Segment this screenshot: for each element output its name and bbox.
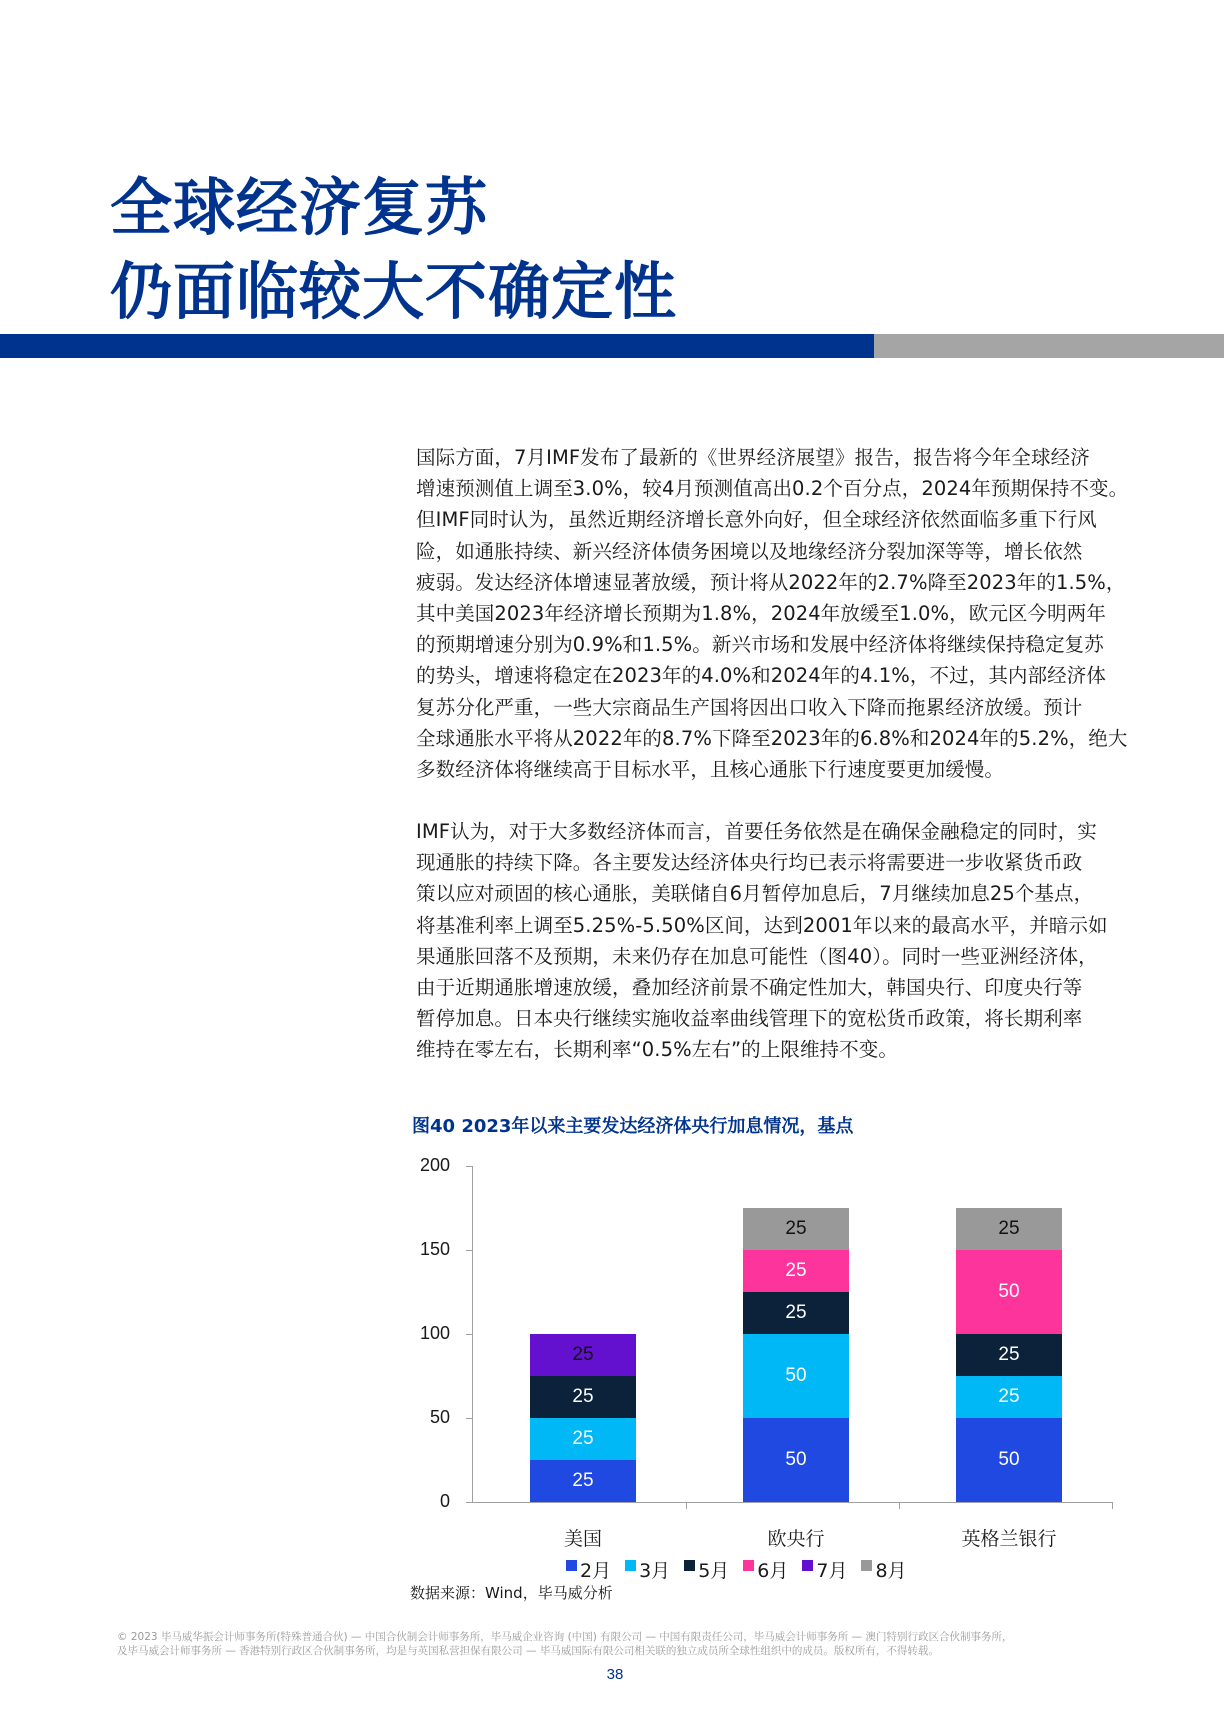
legend-label: 5月 bbox=[698, 1560, 730, 1582]
y-tick-label: 150 bbox=[419, 1239, 450, 1259]
title-rule-blue bbox=[0, 334, 874, 358]
legend-item bbox=[566, 1556, 611, 1583]
y-tick-label: 100 bbox=[419, 1323, 450, 1343]
page-title bbox=[110, 166, 677, 334]
copyright-footer bbox=[117, 1630, 1117, 1658]
paragraph-line: 其中美国2023年经济增长预期为1.8%，2024年放缓至1.0%，欧元区今明两年 bbox=[416, 602, 1106, 626]
bar-segment: 50 bbox=[743, 1334, 849, 1418]
paragraph-line: 将基准利率上调至5.25%-5.50%区间，达到2001年以来的最高水平，并暗示如 bbox=[416, 913, 1108, 937]
paragraph-line: 果通胀回落不及预期，未来仍存在加息可能性（图40）。同时一些亚洲经济体， bbox=[416, 944, 1098, 968]
legend-swatch-icon bbox=[684, 1560, 695, 1571]
legend-label: 8月 bbox=[875, 1560, 907, 1582]
paragraph-line: 的预期增速分别为0.9%和1.5%。新兴市场和发展中经济体将继续保持稳定复苏 bbox=[416, 633, 1104, 657]
y-tick-label: 0 bbox=[439, 1491, 450, 1511]
page-title-line-1: 全球经济复苏 bbox=[110, 171, 489, 244]
body-paragraph-1 bbox=[416, 442, 1129, 785]
paragraph-line: 全球通胀水平将从2022年的8.7%下降至2023年的6.8%和2024年的5.2%，绝大 bbox=[416, 726, 1128, 750]
y-tick-label: 200 bbox=[419, 1155, 450, 1175]
paragraph-line: 维持在零左右，长期利率“0.5%左右”的上限维持不变。 bbox=[416, 1038, 898, 1062]
x-tick bbox=[1112, 1502, 1113, 1509]
paragraph-line: 国际方面，7月IMF发布了最新的《世界经济展望》报告，报告将今年全球经济 bbox=[416, 446, 1090, 469]
paragraph-line: 复苏分化严重，一些大宗商品生产国将因出口收入下降而拖累经济放缓。预计 bbox=[416, 695, 1083, 719]
x-axis bbox=[466, 1502, 1112, 1503]
bar-segment: 25 bbox=[530, 1376, 636, 1418]
paragraph-line: 的势头，增速将稳定在2023年的4.0%和2024年的4.1%，不过，其内部经济体 bbox=[416, 664, 1106, 688]
bar-segment: 25 bbox=[530, 1460, 636, 1502]
category-label: 欧央行 bbox=[767, 1528, 825, 1550]
legend-swatch-icon bbox=[566, 1560, 577, 1571]
x-tick bbox=[899, 1502, 900, 1509]
data-source: 数据来源：Wind，毕马威分析 bbox=[410, 1584, 613, 1602]
bar-2 bbox=[956, 1208, 1062, 1502]
legend-item bbox=[684, 1556, 729, 1583]
page-number: 38 bbox=[606, 1666, 624, 1683]
category-label: 美国 bbox=[563, 1528, 602, 1550]
paragraph-line: IMF认为，对于大多数经济体而言，首要任务依然是在确保金融稳定的同时，实 bbox=[416, 820, 1097, 843]
legend-item bbox=[802, 1556, 847, 1583]
bar-segment: 50 bbox=[743, 1418, 849, 1502]
legend-label: 3月 bbox=[639, 1560, 671, 1582]
page-title-line-2: 仍面临较大不确定性 bbox=[110, 255, 678, 328]
y-tick bbox=[466, 1418, 473, 1419]
bar-segment: 25 bbox=[743, 1250, 849, 1292]
legend-item bbox=[861, 1556, 906, 1583]
bar-0 bbox=[530, 1334, 636, 1502]
bar-segment: 25 bbox=[956, 1208, 1062, 1250]
y-tick bbox=[466, 1502, 473, 1503]
paragraph-line: 暂停加息。日本央行继续实施收益率曲线管理下的宽松货币政策，将长期利率 bbox=[416, 1007, 1083, 1031]
footer-line-2: 及毕马威会计师事务所 — 香港特别行政区合伙制事务所，均是与英国私营担保有限公司 — 毕马威国际有限公司相关联的独立成员所全球性组织中的成员。版权所有，不得转载。 bbox=[117, 1645, 939, 1657]
paragraph-line: 多数经济体将继续高于目标水平，且核心通胀下行速度要更加缓慢。 bbox=[416, 758, 1005, 782]
bar-segment: 50 bbox=[956, 1250, 1062, 1334]
legend-swatch-icon bbox=[743, 1560, 754, 1571]
bar-segment: 25 bbox=[743, 1208, 849, 1250]
legend-swatch-icon bbox=[625, 1560, 636, 1571]
bar-1 bbox=[743, 1208, 849, 1502]
paragraph-line: 险，如通胀持续、新兴经济体债务困境以及地缘经济分裂加深等等，增长依然 bbox=[416, 539, 1083, 563]
y-tick-label: 50 bbox=[429, 1407, 450, 1427]
paragraph-line: 现通胀的持续下降。各主要发达经济体央行均已表示将需要进一步收紧货币政 bbox=[416, 851, 1083, 875]
legend-swatch-icon bbox=[802, 1560, 813, 1571]
footer-line-1: © 2023 毕马威华振会计师事务所(特殊普通合伙) — 中国合伙制会计师事务所，毕马威企业咨询 (中国) 有限公司 — 中国有限责任公司，毕马威会计师事务所 — 澳门特别行政区合伙制事务所， bbox=[117, 1631, 1013, 1643]
paragraph-line: 增速预测值上调至3.0%，较4月预测值高出0.2个百分点，2024年预期保持不变。 bbox=[416, 477, 1129, 501]
y-tick bbox=[466, 1250, 473, 1251]
y-tick bbox=[466, 1334, 473, 1335]
bar-segment: 25 bbox=[956, 1376, 1062, 1418]
legend-label: 6月 bbox=[757, 1560, 789, 1582]
bar-segment: 50 bbox=[956, 1418, 1062, 1502]
paragraph-line: 但IMF同时认为，虽然近期经济增长意外向好，但全球经济依然面临多重下行风 bbox=[416, 508, 1097, 532]
figure-title: 图40 2023年以来主要发达经济体央行加息情况，基点 bbox=[412, 1116, 854, 1137]
legend-item bbox=[625, 1556, 670, 1583]
y-axis bbox=[472, 1167, 473, 1503]
paragraph-line: 疲弱。发达经济体增速显著放缓，预计将从2022年的2.7%降至2023年的1.5%， bbox=[416, 570, 1126, 594]
category-label: 英格兰银行 bbox=[961, 1528, 1057, 1550]
y-tick bbox=[466, 1166, 473, 1167]
paragraph-line: 由于近期通胀增速放缓，叠加经济前景不确定性加大，韩国央行、印度央行等 bbox=[416, 976, 1083, 1000]
x-tick bbox=[686, 1502, 687, 1509]
paragraph-line: 策以应对顽固的核心通胀，美联储自6月暂停加息后，7月继续加息25个基点， bbox=[416, 882, 1094, 906]
legend-label: 2月 bbox=[580, 1560, 612, 1582]
title-rule-grey bbox=[874, 334, 1224, 358]
bar-segment: 25 bbox=[530, 1334, 636, 1376]
body-paragraph-2 bbox=[416, 816, 1116, 1066]
legend-swatch-icon bbox=[861, 1560, 872, 1571]
chart-legend bbox=[566, 1556, 907, 1583]
legend-label: 7月 bbox=[816, 1560, 848, 1582]
bar-segment: 25 bbox=[743, 1292, 849, 1334]
bar-segment: 25 bbox=[530, 1418, 636, 1460]
bar-segment: 25 bbox=[956, 1334, 1062, 1376]
legend-item bbox=[743, 1556, 788, 1583]
